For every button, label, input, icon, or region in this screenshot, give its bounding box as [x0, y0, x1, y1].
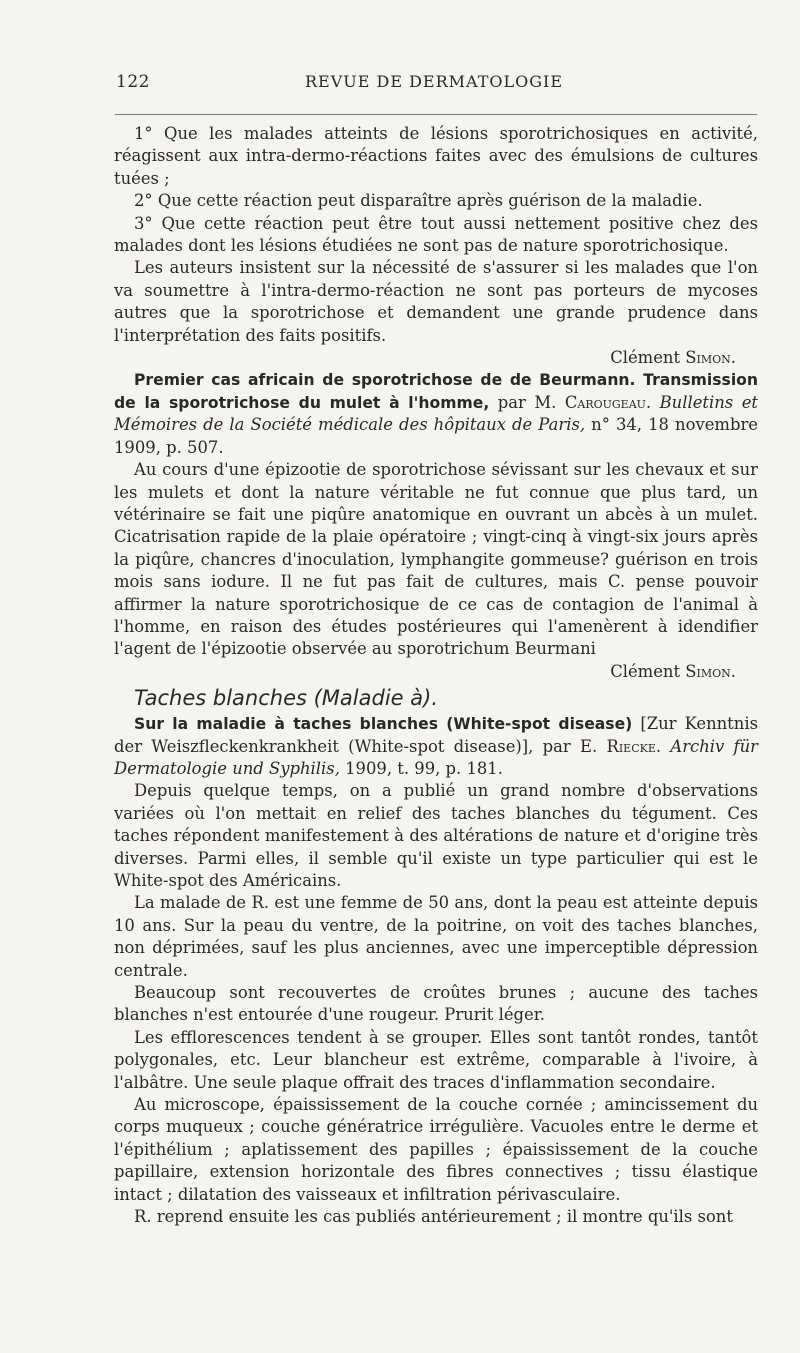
- header-rule: [115, 114, 757, 115]
- page-number: 122: [116, 72, 150, 92]
- article-source: Bulletins et Mémoires de la Société médicale des hôpitaux de Paris,: [114, 392, 758, 435]
- signature-first-name: Clément: [610, 348, 681, 368]
- article-author: Carougeau.: [564, 392, 652, 412]
- paragraph: Beaucoup sont recouvertes de croûtes brunes ; aucune des taches blanches n'est entourée d'une rougeur. Prurit léger.: [114, 983, 758, 1025]
- signature-last-name: Simon.: [685, 661, 736, 681]
- article-title: Premier cas africain de sporotrichose de de Beurmann. Transmission de la sporotrichose du mulet à l'homme,: [114, 371, 758, 412]
- paragraph: 3° Que cette réaction peut être tout aussi nettement positive chez des malades dont les lésions étudiées ne sont pas de nature sporotrichosique.: [114, 213, 758, 256]
- article-source: Archiv für Dermatologie und Syphilis,: [114, 736, 759, 778]
- paragraph: Les efflorescences tendent à se grouper. Elles sont tantôt rondes, tantôt polygonales, etc. Leur blancheur est extrême, comparable à l'ivoire, à l'albâtre. Une seule plaque offrait des traces d'inflammation secondaire.: [114, 1027, 758, 1092]
- paragraph: 1° Que les malades atteints de lésions sporotrichosiques en activité, réagissent aux intra-dermo-réactions faites avec des émulsions de cultures tuées ;: [114, 124, 758, 188]
- article-author: Riecke.: [606, 736, 662, 756]
- paragraph: La malade de R. est une femme de 50 ans, dont la peau est atteinte depuis 10 ans. Sur la peau du ventre, de la poitrine, on voit des taches blanches, non déprimées, sauf les plus anciennes, avec une imperceptible dépression centrale.: [114, 893, 758, 980]
- signature: [114, 347, 758, 369]
- article-title: Sur la maladie à taches blanches (White-spot disease): [134, 715, 633, 734]
- section-heading: Taches blanches (Maladie à).: [134, 686, 438, 711]
- signature: [114, 661, 758, 683]
- article-citation: 1909, t. 99, p. 181.: [345, 758, 503, 778]
- paragraph: Les auteurs insistent sur la nécessité de s'assurer si les malades que l'on va soumettre à l'intra-dermo-réaction ne sont pas porteurs de mycoses autres que la sporotrichose et demandent une grande prudence dans l'interprétation des faits positifs.: [114, 258, 758, 345]
- article-by: par M.: [497, 392, 557, 412]
- paragraph: Depuis quelque temps, on a publié un grand nombre d'observations variées où l'on mettait en relief des taches blanches du tégument. Ces taches répondent manifestement à des altérations de nature et d'origine très diverses. Parmi elles, il semble qu'il existe un type particulier qui est le White-spot des Américains.: [114, 781, 758, 890]
- signature-first-name: Clément: [610, 661, 681, 681]
- paragraph: R. reprend ensuite les cas publiés antérieurement ; il montre qu'ils sont: [134, 1207, 733, 1227]
- signature-last-name: Simon.: [685, 348, 736, 368]
- journal-title: REVUE DE DERMATOLOGIE: [304, 72, 564, 91]
- running-head: [110, 72, 758, 96]
- article-reference: [114, 369, 758, 459]
- paragraph: 2° Que cette réaction peut disparaître après guérison de la maladie.: [134, 191, 703, 211]
- paragraph: Au cours d'une épizootie de sporotrichose sévissant sur les chevaux et sur les mulets et dont la nature véritable ne fut connue que plus tard, un vétérinaire se fait une piqûre anatomique en ouvrant un abcès à un mulet. Cicatrisation rapide de la plaie opératoire ; vingt-cinq à vingt-six jours après la piqûre, chancres d'inoculation, lymphangite gommeuse? guérison en trois mois sans iodure. Il ne fut pas fait de cultures, mais C. pense pouvoir affirmer la nature sporotrichosique de ce cas de contagion de l'animal à l'homme, en raison des études postérieures qui l'amenèrent à idendifier l'agent de l'épizootie observée au sporotrichum Beurmani: [114, 460, 758, 659]
- article-reference: [114, 713, 758, 780]
- text-body: [114, 123, 758, 1229]
- article-original-title: [Zur Kenntnis der Weiszfleckenkrankheit (White-spot disease)], par E.: [114, 714, 758, 756]
- paragraph: Au microscope, épaississement de la couche cornée ; amincissement du corps muqueux ; couche génératrice irrégulière. Vacuoles entre le derme et l'épithélium ; aplatissement des papilles ; épaississement de la couche papillaire, extension horizontale des fibres connectives ; tissu élastique intact ; dilatation des vaisseaux et infiltration périvasculaire.: [114, 1095, 758, 1204]
- article-citation: n° 34, 18 novembre 1909, p. 507.: [114, 415, 758, 457]
